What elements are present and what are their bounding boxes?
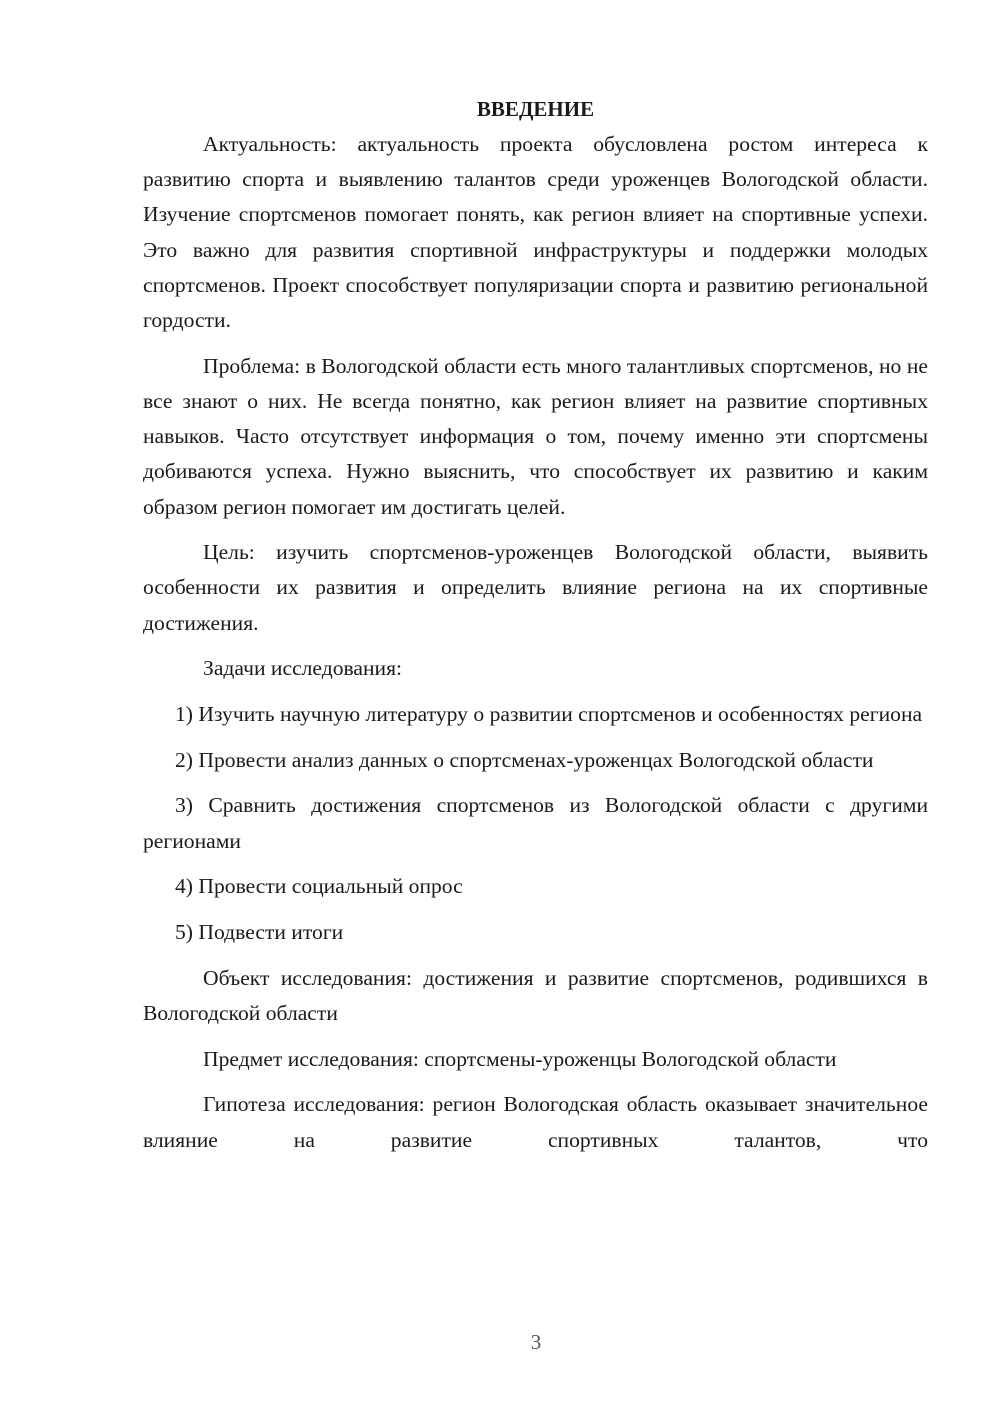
task-item: 5) Подвести итоги <box>175 920 344 945</box>
task-item: 3) Сравнить достижения спортсменов из Вологодской области с другими регионами <box>143 793 928 853</box>
page-number: 3 <box>530 1330 542 1354</box>
problem-paragraph: Проблема: в Вологодской области есть много талантливых спортсменов, но не все знают о них. Не всегда понятно, как регион влияет на развитие спортивных навыков. Часто отсутствует информация о том, почему именно эти спортсмены добиваются успеха. Нужно выяснить, что способствует их развитию и каким образом регион помогает им достигать целей. <box>143 353 928 519</box>
goal-paragraph: Цель: изучить спортсменов-уроженцев Вологодской области, выявить особенности их развития и определить влияние региона на их спортивные достижения. <box>143 540 928 635</box>
task-item: 1) Изучить научную литературу о развитии спортсменов и особенностях региона <box>175 702 923 727</box>
hypothesis-paragraph: Гипотеза исследования: регион Вологодская область оказывает значительное влияние на развитие спортивных талантов, что <box>143 1092 928 1152</box>
subject-paragraph: Предмет исследования: спортсмены-уроженцы Вологодской области <box>203 1046 837 1071</box>
section-heading: ВВЕДЕНИЕ <box>476 97 595 121</box>
task-item: 4) Провести социальный опрос <box>175 874 463 899</box>
tasks-title: Задачи исследования: <box>203 656 403 681</box>
document-page <box>143 92 928 1158</box>
task-item: 2) Провести анализ данных о спортсменах-уроженцах Вологодской области <box>175 747 874 772</box>
relevance-paragraph: Актуальность: актуальность проекта обусловлена ростом интереса к развитию спорта и выявлению талантов среди уроженцев Вологодской области. Изучение спортсменов помогает понять, как регион влияет на спортивные успехи. Это важно для развития спортивной инфраструктуры и поддержки молодых спортсменов. Проект способствует популяризации спорта и развитию региональной гордости. <box>143 132 928 333</box>
object-paragraph: Объект исследования: достижения и развитие спортсменов, родившихся в Вологодской области <box>143 965 928 1025</box>
